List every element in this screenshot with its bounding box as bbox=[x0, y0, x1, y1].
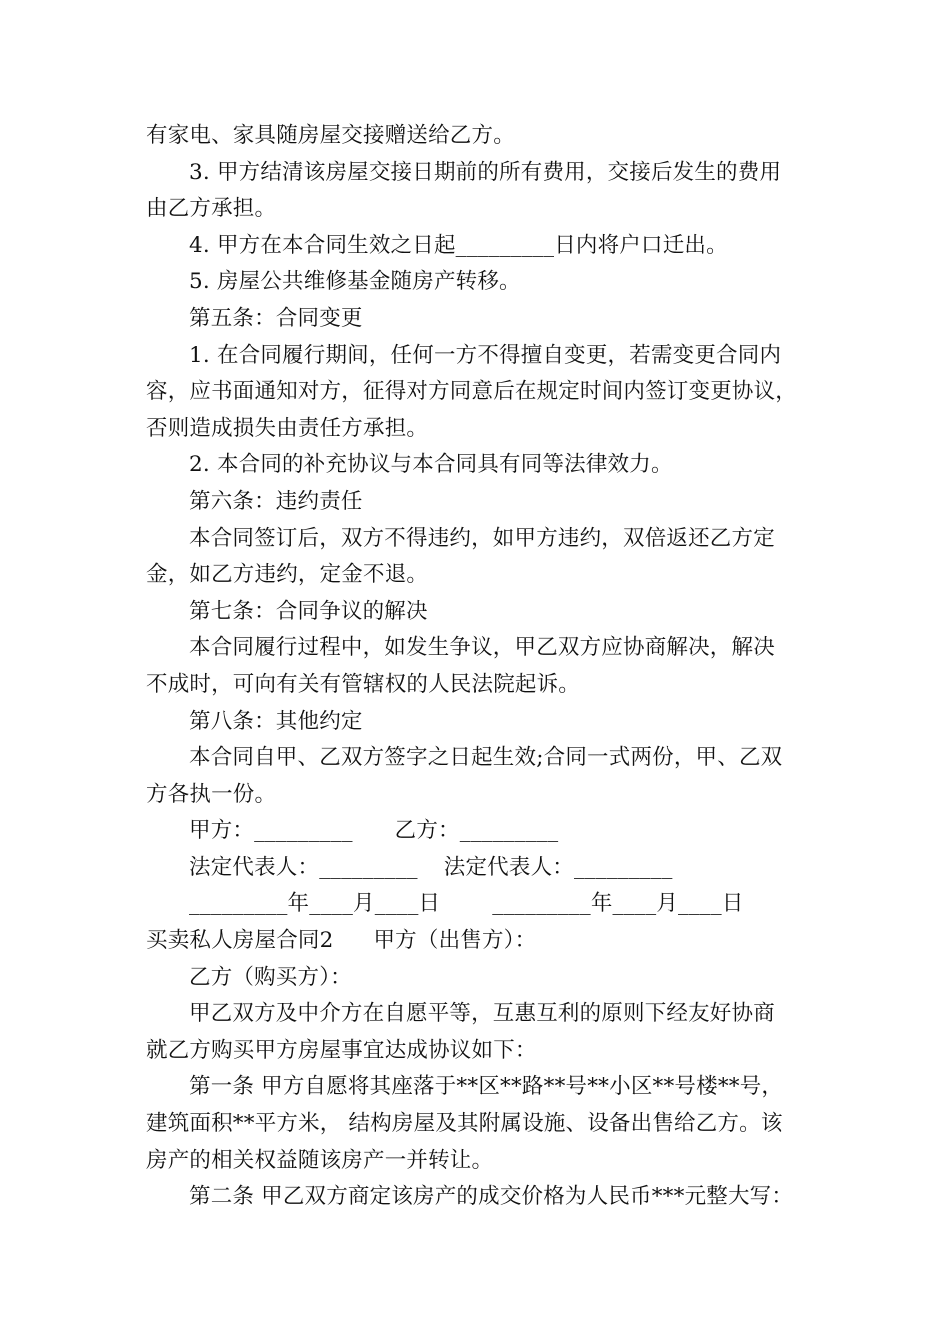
paragraph-line: 第一条 甲方自愿将其座落于**区**路**号**小区**号楼**号， bbox=[189, 1074, 784, 1100]
section-heading: 第六条：违约责任 bbox=[189, 488, 363, 514]
paragraph-line: 否则造成损失由责任方承担。 bbox=[146, 415, 429, 441]
party-a-signature: 甲方：_________ bbox=[189, 818, 353, 844]
party-b-signature: 乙方：_________ bbox=[394, 818, 559, 844]
contract2-title-row bbox=[146, 923, 826, 960]
paragraph-line: 金，如乙方违约，定金不退。 bbox=[146, 562, 429, 588]
paragraph-line: 1. 在合同履行期间，任何一方不得擅自变更，若需变更合同内 bbox=[189, 342, 782, 368]
paragraph-line: 本合同签订后，双方不得违约，如甲方违约，双倍返还乙方定 bbox=[189, 525, 775, 551]
paragraph-line: 本合同自甲、乙双方签字之日起生效;合同一式两份，甲、乙双 bbox=[189, 745, 783, 771]
paragraph-line: 4. 甲方在本合同生效之日起_________日内将户口迁出。 bbox=[189, 232, 728, 258]
contract2-seller: 甲方（出售方）： bbox=[373, 928, 537, 954]
paragraph-line: 方各执一份。 bbox=[146, 781, 277, 807]
contract2-buyer: 乙方（购买方）： bbox=[189, 964, 352, 990]
paragraph-line: 建筑面积**平方米， 结构房屋及其附属设施、设备出售给乙方。该 bbox=[146, 1111, 783, 1137]
paragraph-line: 有家电、家具随房屋交接赠送给乙方。 bbox=[146, 123, 515, 148]
party-b-representative: 法定代表人：_________ bbox=[443, 854, 673, 880]
signature-row-representatives bbox=[146, 850, 826, 887]
paragraph-line: 5. 房屋公共维修基金随房产转移。 bbox=[189, 269, 521, 295]
party-a-representative: 法定代表人：_________ bbox=[189, 854, 418, 880]
signature-row-dates bbox=[146, 886, 826, 923]
signature-row-parties bbox=[146, 813, 826, 850]
party-a-date: _________年____月____日 bbox=[189, 891, 441, 917]
section-heading: 第七条：合同争议的解决 bbox=[189, 598, 428, 624]
document-body bbox=[146, 118, 826, 1216]
paragraph-line: 由乙方承担。 bbox=[146, 196, 277, 222]
section-heading: 第五条：合同变更 bbox=[189, 305, 363, 331]
paragraph-line: 2. 本合同的补充协议与本合同具有同等法律效力。 bbox=[189, 452, 673, 478]
paragraph-line: 不成时，可向有关有管辖权的人民法院起诉。 bbox=[146, 671, 581, 697]
paragraph-line: 房产的相关权益随该房产一并转让。 bbox=[146, 1147, 494, 1173]
paragraph-line: 容，应书面通知对方，征得对方同意后在规定时间内签订变更协议， bbox=[146, 379, 798, 405]
paragraph-line: 甲乙双方及中介方在自愿平等，互惠互利的原则下经友好协商 bbox=[189, 1001, 775, 1027]
paragraph-line: 3. 甲方结清该房屋交接日期前的所有费用，交接后发生的费用 bbox=[189, 159, 782, 185]
party-b-date: _________年____月____日 bbox=[492, 891, 744, 917]
paragraph-line: 就乙方购买甲方房屋事宜达成协议如下： bbox=[146, 1037, 537, 1063]
contract2-title: 买卖私人房屋合同2 bbox=[146, 928, 334, 954]
paragraph-line: 本合同履行过程中，如发生争议，甲乙双方应协商解决，解决 bbox=[189, 635, 775, 661]
paragraph-line: 第二条 甲乙双方商定该房产的成交价格为人民币***元整大写： bbox=[189, 1184, 794, 1210]
section-heading: 第八条：其他约定 bbox=[189, 708, 363, 734]
